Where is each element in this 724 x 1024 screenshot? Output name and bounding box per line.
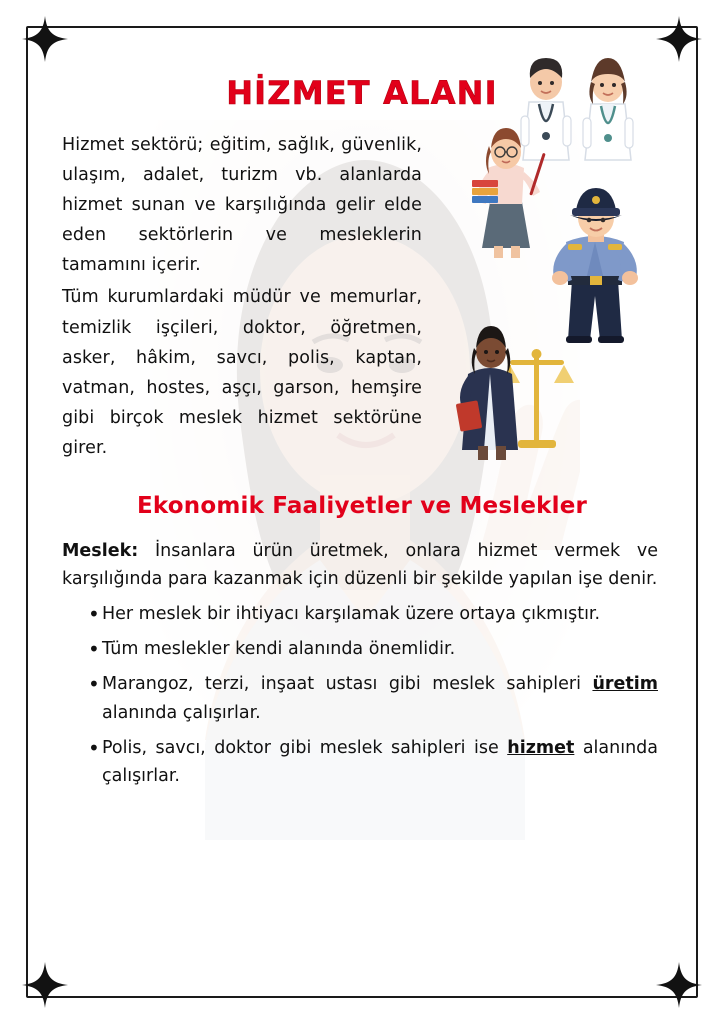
list-item — [88, 734, 658, 791]
meslek-bullet-list — [62, 600, 658, 791]
meslek-definition — [62, 537, 658, 594]
bullet-text: Tüm meslekler kendi alanında önemlidir. — [102, 639, 456, 660]
sparkle-top-right-icon — [656, 16, 702, 62]
sparkle-bottom-left-icon — [22, 962, 68, 1008]
meslek-section — [62, 537, 658, 791]
list-item — [88, 635, 658, 663]
sparkle-bottom-right-icon — [656, 962, 702, 1008]
meslek-term: Meslek: — [62, 541, 139, 562]
list-item — [88, 600, 658, 628]
bullet-text: Marangoz, terzi, inşaat ustası gibi meslek sahipleri — [102, 674, 593, 695]
page-title: HİZMET ALANI — [226, 74, 498, 112]
intro-paragraphs — [62, 130, 422, 463]
bullet-text-post: alanında çalışırlar. — [102, 738, 659, 787]
bullet-emphasis: üretim — [592, 674, 658, 695]
paragraph-1: Hizmet sektörü; eğitim, sağlık, güvenlik, ulaşım, adalet, turizm vb. alanlarda hizmet sunan ve karşılığında gelir elde eden sektörlerin ve mesleklerin tamamını içerir. — [62, 135, 422, 276]
meslek-definition-text: İnsanlara ürün üretmek, onlara hizmet vermek ve karşılığında para kazanmak için düzenli bir şekilde yapılan işe denir. — [62, 541, 658, 590]
bullet-text-post: alanında çalışırlar. — [102, 702, 261, 723]
section-subtitle: Ekonomik Faaliyetler ve Meslekler — [136, 493, 588, 520]
document-content — [62, 56, 662, 798]
paragraph-2: Tüm kurumlardaki müdür ve memurlar, temizlik işçileri, doktor, öğretmen, asker, hâkim, savcı, polis, kaptan, vatman, hostes, aşçı, garson, hemşire gibi birçok meslek hizmet sektörüne girer. — [62, 287, 422, 458]
bullet-text: Her meslek bir ihtiyacı karşılamak üzere ortaya çıkmıştır. — [102, 603, 601, 624]
list-item — [88, 670, 658, 727]
bullet-emphasis: hizmet — [507, 738, 575, 759]
bullet-text: Polis, savcı, doktor gibi meslek sahipleri ise — [102, 738, 508, 759]
judge-illustration — [452, 318, 587, 463]
